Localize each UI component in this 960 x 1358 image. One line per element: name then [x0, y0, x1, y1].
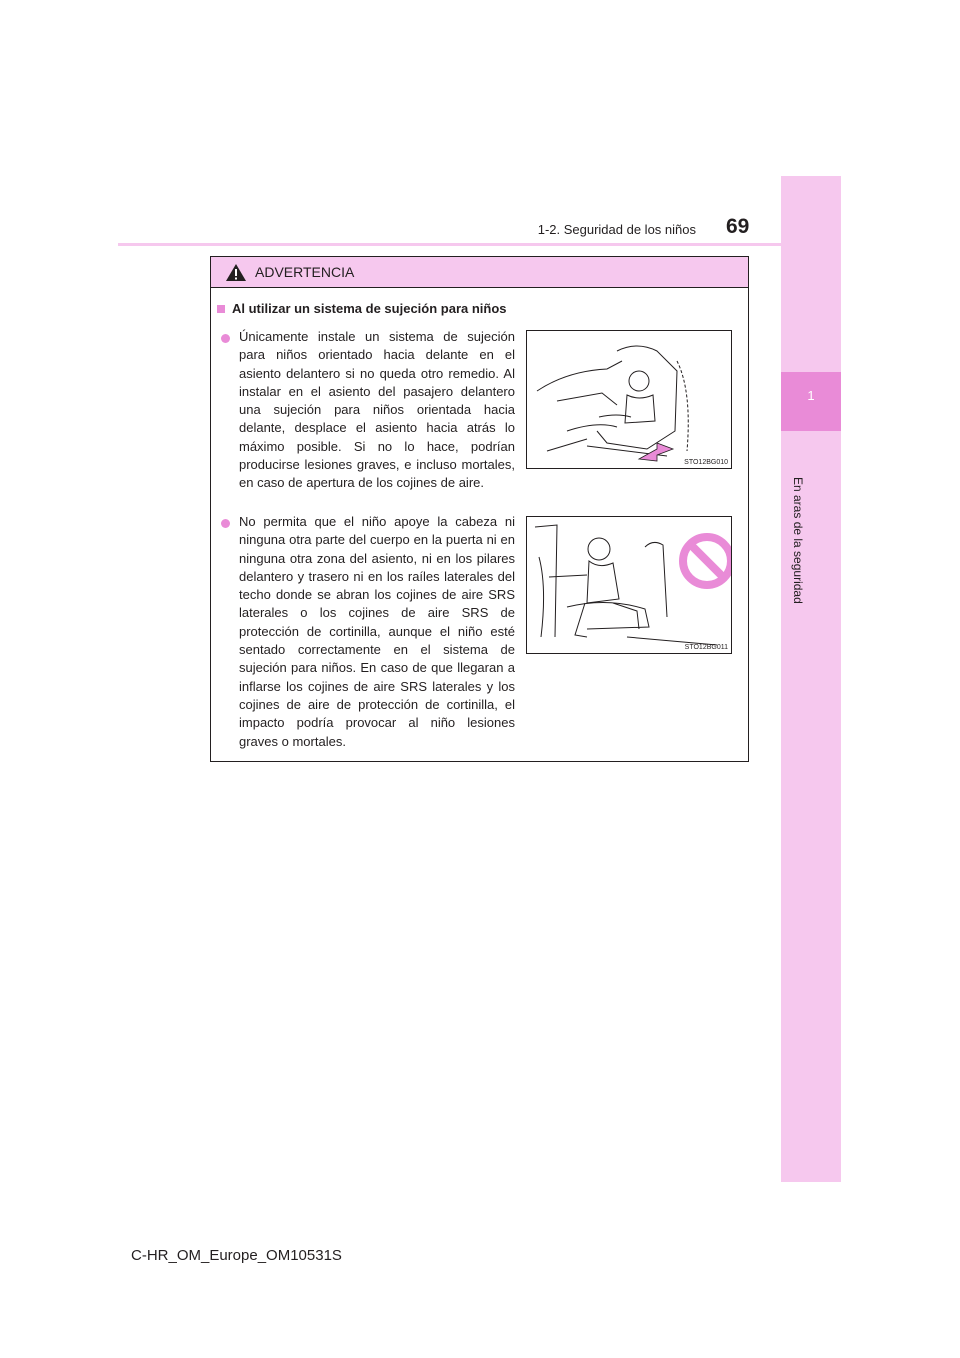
warning-subheading	[217, 301, 507, 316]
warning-item-text: No permita que el niño apoye la cabeza ni ninguna otra parte del cuerpo en la puerta ni en ninguna otra zona del asiento, ni en los pilares delantero y trasero ni en los raíles laterales del techo donde se abran los cojines de aire SRS laterales o los cojines de aire SRS de protección de cortinilla, aunque el niño esté sentado correctamente en el sistema de sujeción para niños. En caso de que llegaran a inflarse los cojines de aire SRS laterales y los cojines de aire de protección de cortinilla, el impacto podría provocar al niño lesiones graves o mortales.	[239, 514, 515, 749]
warning-triangle-icon	[225, 263, 247, 282]
child-leaning-illustration	[527, 517, 731, 653]
forward-facing-child-seat-illustration	[527, 331, 731, 468]
document-id-footer: C-HR_OM_Europe_OM10531S	[131, 1247, 342, 1264]
illustration-code: STO12BG011	[684, 644, 728, 651]
warning-item-text: Únicamente instale un sistema de sujeción para niños orientado hacia delante en el asiento delantero si no queda otro remedio. Al instalar en el asiento del pasajero delantero una sujeción para niños orientada hacia delante, desplace el asiento hacia atrás lo máximo posible. Si no lo hace, podrían producirse lesiones graves, e incluso mortales, en caso de apertura de los cojines de aire.	[239, 329, 515, 491]
bullet-icon	[221, 519, 230, 528]
child-seat-illustration	[526, 330, 732, 469]
chapter-label: En aras de la seguridad	[791, 476, 805, 604]
section-title: 1-2. Seguridad de los niños	[537, 222, 696, 237]
chapter-number: 1	[807, 388, 815, 403]
chapter-side-tab	[781, 176, 841, 1182]
child-head-illustration	[526, 516, 732, 654]
bullet-icon	[221, 334, 230, 343]
square-bullet-icon	[217, 305, 225, 313]
warning-header	[211, 257, 748, 288]
warning-title: ADVERTENCIA	[255, 264, 355, 280]
warning-box	[210, 256, 749, 762]
illustration-code: STO12BG010	[684, 459, 728, 466]
warning-subheading-text: Al utilizar un sistema de sujeción para niños	[232, 301, 507, 316]
page-number: 69	[726, 215, 750, 238]
header-rule	[118, 243, 841, 246]
